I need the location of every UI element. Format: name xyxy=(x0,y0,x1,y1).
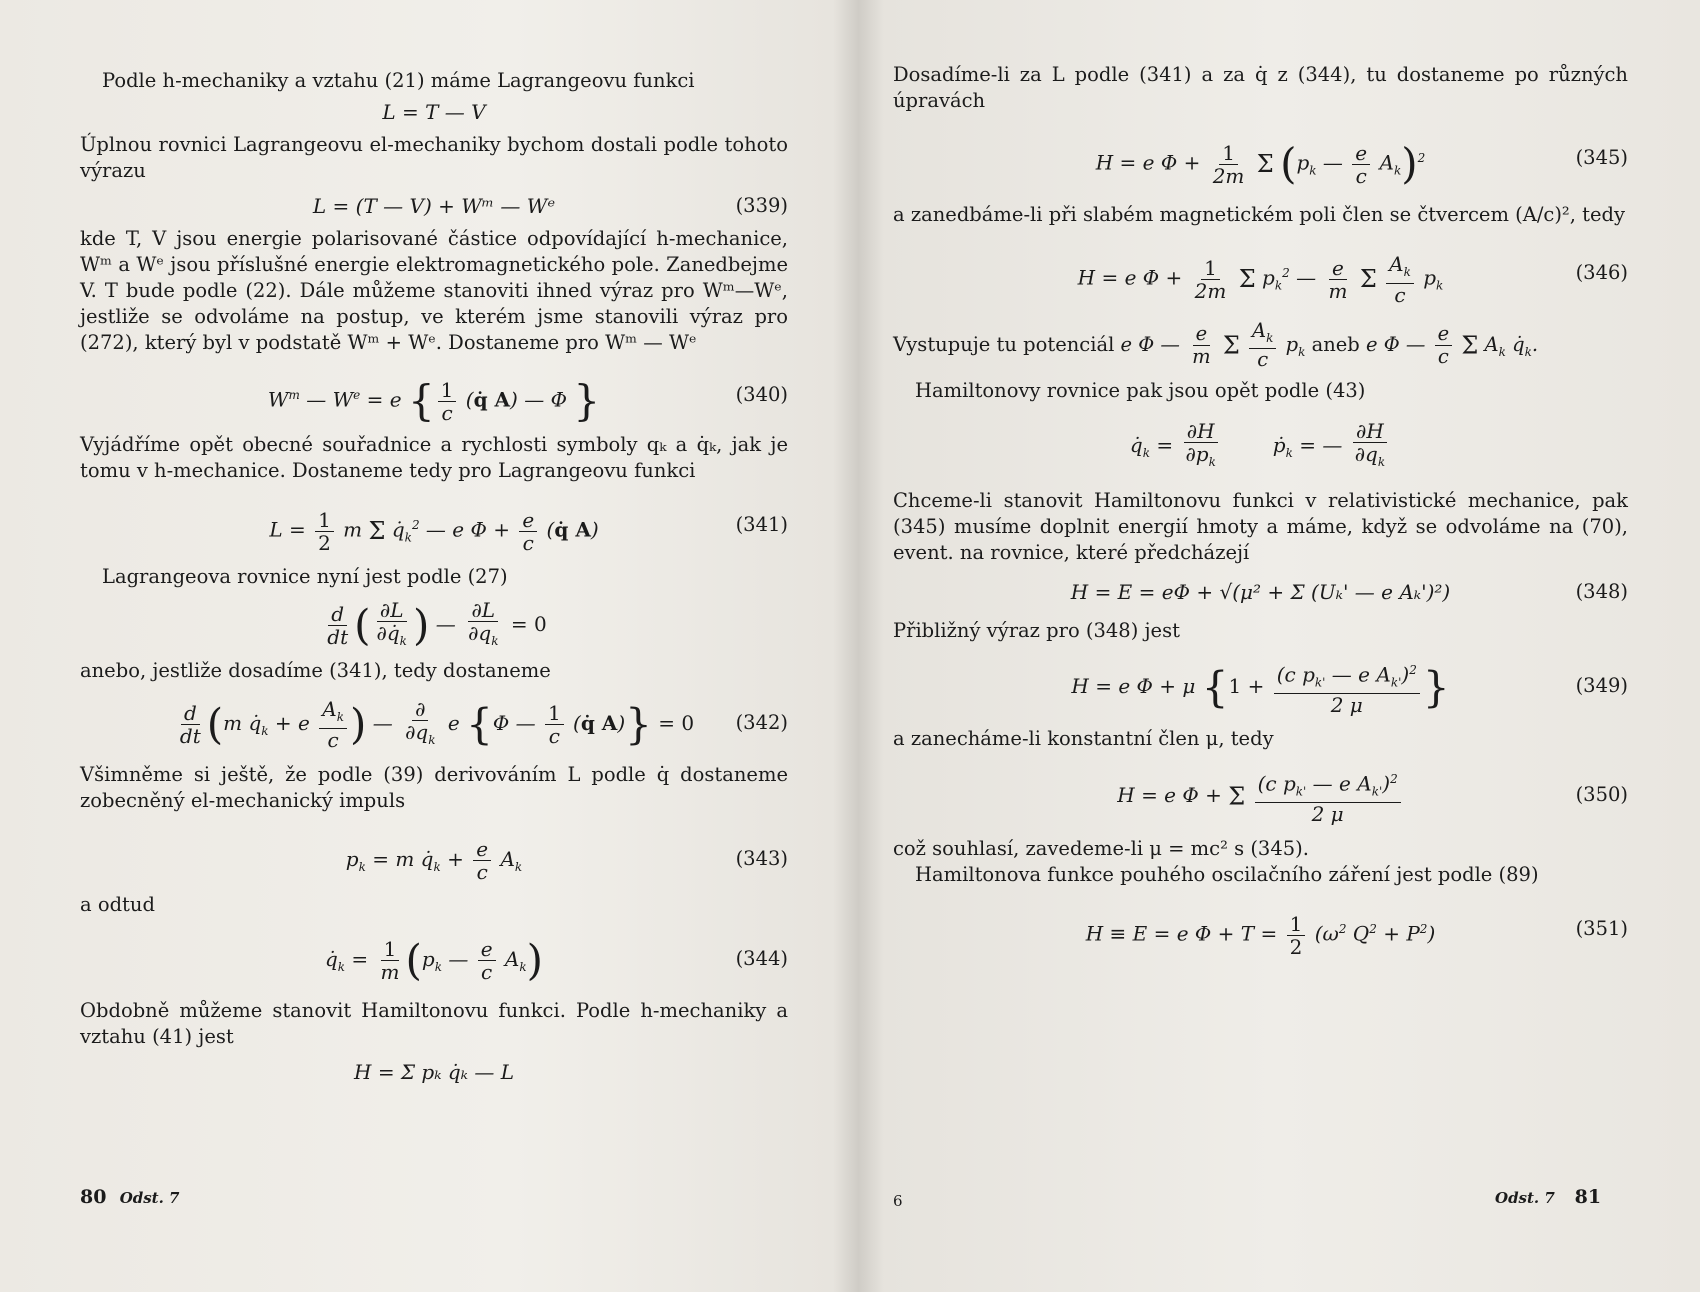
paragraph: Vyjádříme opět obecné souřadnice a rychlosti symboly qₖ a q̇ₖ, jak je tomu v h-mechanice. Dostaneme tedy pro Lagrangeovu funkci xyxy=(80,433,788,482)
equation-hamilton xyxy=(80,1058,788,1086)
equation-342 xyxy=(80,694,788,752)
equation-number: (342) xyxy=(735,711,788,734)
equation-body: H = e Φ + $\frac{1}{2m}$ Σ ($p_k$ — $\frac{e}{c}$ $A_k)^2$ xyxy=(1095,139,1426,189)
page-number: 80 xyxy=(80,1186,107,1208)
equation-text: H = E = eΦ + √(μ² + Σ (Uₖ' — e Aₖ')²) xyxy=(1070,580,1451,604)
right-page xyxy=(855,0,1700,1292)
equation-body: H ≡ E = e Φ + T = $\frac{1}{2}$ ($\omega^2$ $Q^2 + P^2$) xyxy=(1085,911,1436,959)
equation-number: (351) xyxy=(1575,917,1628,940)
paragraph-text: Vystupuje tu potenciál xyxy=(893,333,1115,356)
equation-350 xyxy=(893,766,1628,827)
equation-341 xyxy=(80,498,788,555)
equation-number: (339) xyxy=(735,194,788,217)
paragraph: a odtud xyxy=(80,893,155,916)
paragraph: Podle h-mechaniky a vztahu (21) máme Lagrangeovu funkci xyxy=(102,69,695,92)
paragraph: Lagrangeova rovnice nyní jest podle (27) xyxy=(102,565,508,588)
equation-339 xyxy=(80,192,788,220)
equation-340 xyxy=(80,368,788,426)
paragraph-text: aneb xyxy=(1311,333,1360,356)
equation-body: $\frac{d}{dt}$ (m $q̇_k + e$ $\frac{A_k}{c}$ ) — $\frac{\partial}{\partial q_k}$ e {Φ — $\frac{1}{c}$ (q̇ A)} = 0 xyxy=(179,697,695,752)
equation-number: (348) xyxy=(1575,580,1628,603)
equation-349 xyxy=(893,656,1628,716)
equation-hamilton-canonical xyxy=(893,416,1628,474)
equation-number: (345) xyxy=(1575,146,1628,169)
equation-343 xyxy=(80,832,788,886)
paragraph: Hamiltonova funkce pouhého oscilačního záření jest podle (89) xyxy=(915,863,1539,886)
page-footer-right xyxy=(1495,1186,1601,1208)
paragraph: a zanecháme-li konstantní člen μ, tedy xyxy=(893,727,1274,750)
paragraph: kde T, V jsou energie polarisované částice odpovídající h-mechanice, Wᵐ a Wᵉ jsou příslušné energie elektromagnetického pole. Zanedbejme V. T bude podle (22). Dále můžeme stanoviti ihned výraz pro Wᵐ—Wᵉ, jestliže se odvoláme na postup, ve kterém jsme stanovili výraz pro (272), který byl v podstatě Wᵐ + Wᵉ. Dostaneme pro Wᵐ — Wᵉ xyxy=(80,227,788,354)
equation-number: (341) xyxy=(735,513,788,536)
equation-number: (349) xyxy=(1575,674,1628,697)
equation-351 xyxy=(893,900,1628,958)
equation-344 xyxy=(80,930,788,988)
equation-text: H = Σ pₖ q̇ₖ — L xyxy=(354,1060,514,1084)
equation-body: $p_k = m$ $q̇_k$ + $\frac{e}{c}$ $A_k$ xyxy=(345,837,523,884)
paragraph: Úplnou rovnici Lagrangeovu el-mechaniky bychom dostali podle tohoto výrazu xyxy=(80,133,788,182)
paragraph: Všimněme si ještě, že podle (39) derivováním L podle q̇ dostaneme zobecněný el-mechanický impuls xyxy=(80,763,788,812)
left-column xyxy=(80,68,788,1086)
equation-348 xyxy=(893,578,1628,606)
page-number: 81 xyxy=(1574,1186,1602,1208)
paragraph: Dosadíme-li za L podle (341) a za q̇ z (344), tu dostaneme po různých úpravách xyxy=(893,63,1628,112)
running-footer: Odst. 7 xyxy=(1495,1189,1555,1207)
paragraph: a zanedbáme-li při slabém magnetickém poli člen se čtvercem (A/c)², tedy xyxy=(893,203,1626,226)
equation-number: (344) xyxy=(735,947,788,970)
equation-text: L = (T — V) + Wᵐ — Wᵉ xyxy=(312,194,556,218)
equation-345 xyxy=(893,128,1628,188)
equation-346 xyxy=(893,244,1628,307)
equation-text: L = T — V xyxy=(382,100,486,124)
equation-number: (340) xyxy=(735,383,788,406)
equation-number: (343) xyxy=(735,847,788,870)
equation-body: H = e Φ + Σ $\frac{(c p_{k'} — e A_{k'})^2}{2 \mu}$ xyxy=(1117,766,1403,826)
equation-body: H = e Φ + μ {1 + $\frac{(c p_{k'} — e A_{k'})^2}{2 \mu}$ } xyxy=(1071,656,1449,716)
equation-body: $\frac{d}{dt}$ ( $\frac{\partial L}{\partial q̇_k}$ ) — $\frac{\partial L}{\partial q_k}$ = 0 xyxy=(327,598,547,650)
paragraph: což souhlasí, zavedeme-li μ = mc² s (345). xyxy=(893,837,1309,860)
equation-lagrange xyxy=(80,98,788,126)
paragraph: anebo, jestliže dosadíme (341), tedy dostaneme xyxy=(80,659,551,682)
equation-body: L = $\frac{1}{2}$ m Σ $q̇_k^2$ — e Φ + $\frac{e}{c}$ (q̇ A) xyxy=(269,507,599,555)
equation-body: $q̇_k$ = $\frac{1}{m}$ ($p_k$ — $\frac{e}{c}$ $A_k$) xyxy=(324,935,544,985)
equation-body: H = e Φ + $\frac{1}{2m}$ Σ $p_k^2$ — $\frac{e}{m}$ Σ $\frac{A_k}{c}$ $p_k$ xyxy=(1077,251,1444,307)
potential-line: Vystupuje tu potenciál e Φ — $\frac{e}{m}$ Σ $\frac{A_k}{c}$ $p_k$ aneb e Φ — $\frac{e}{c}$ Σ $A_k$ $q̇_k$. xyxy=(893,318,1539,372)
paragraph: Chceme-li stanovit Hamiltonovu funkci v relativistické mechanice, pak (345) musíme doplnit energií hmoty a máme, když se odvoláme na (70), event. na rovnice, které předcházejí xyxy=(893,489,1628,564)
paragraph: Přibližný výraz pro (348) jest xyxy=(893,619,1180,642)
paragraph: Hamiltonovy rovnice pak jsou opět podle (43) xyxy=(915,379,1366,402)
paragraph: Obdobně můžeme stanovit Hamiltonovu funkci. Podle h-mechaniky a vztahu (41) jest xyxy=(80,999,788,1048)
signature-mark: 6 xyxy=(893,1192,903,1210)
equation-number: (346) xyxy=(1575,261,1628,284)
right-column xyxy=(893,62,1628,958)
left-page xyxy=(0,0,845,1292)
equation-body: $W^m$ — $W^e = e$ { $\frac{1}{c}$ (q̇ A) — Φ } xyxy=(267,376,601,426)
equation-body: $q̇_k$ = $\frac{\partial H}{\partial p_k}$ ṗ$_k$ = — $\frac{\partial H}{\partial q_k}$ xyxy=(1129,419,1386,469)
equation-number: (350) xyxy=(1575,783,1628,806)
running-footer: Odst. 7 xyxy=(119,1189,180,1207)
page-footer-left xyxy=(80,1186,180,1208)
equation-lagrange-eq xyxy=(80,596,788,652)
